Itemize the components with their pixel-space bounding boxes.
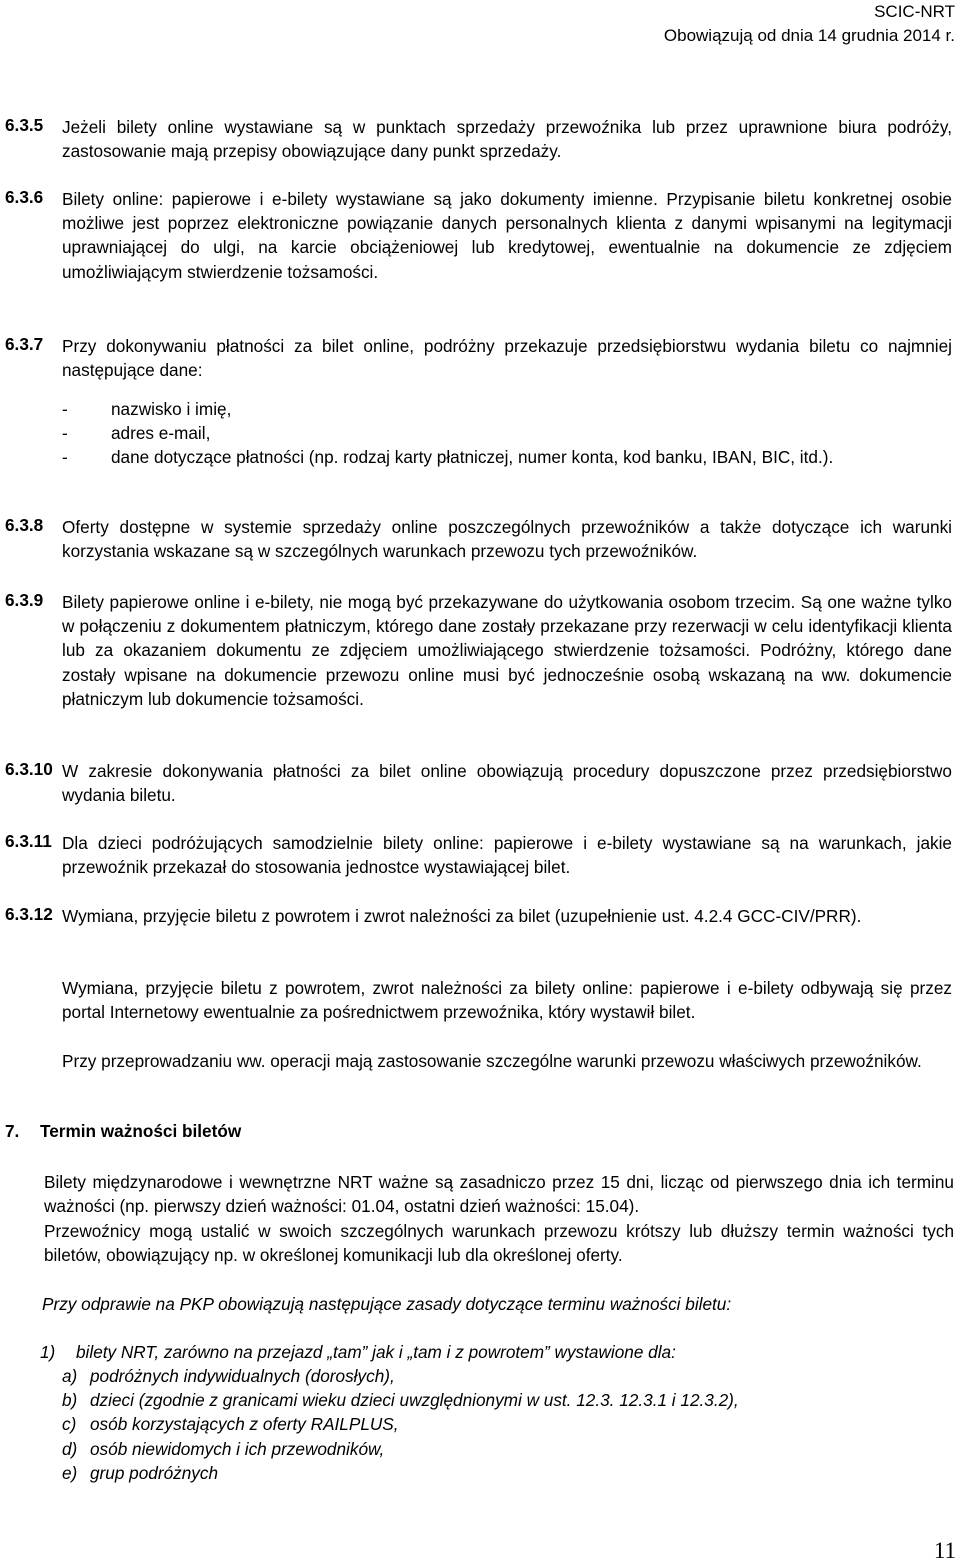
- list-item: - adres e-mail,: [62, 423, 211, 444]
- section-6-3-12-paragraph: Wymiana, przyjęcie biletu z powrotem, zwrot należności za bilety online: papierowe i e-bilety odbywają się przez portal Internetowy ewentualnie za pośrednictwem przewoźnika, który wystawił bilet.: [62, 978, 952, 1023]
- list-item: c) osób korzystających z oferty RAILPLUS,: [62, 1414, 399, 1435]
- list-item: - dane dotyczące płatności (np. rodzaj karty płatniczej, numer konta, kod banku, IBAN, BIC, itd.).: [62, 447, 834, 468]
- list-item: b) dzieci (zgodnie z granicami wieku dzieci uwzględnionymi w ust. 12.3. 12.3.1 i 12.3.2),: [62, 1390, 739, 1411]
- validity-paragraph: Bilety międzynarodowe i wewnętrzne NRT ważne są zasadniczo przez 15 dni, licząc od pierwszego dnia ich terminu ważności (np. pierwszy dzień ważności: 01.04, ostatni dzień ważności: 15.04).: [44, 1172, 954, 1217]
- section-6-3-9-text: Bilety papierowe online i e-bilety, nie mogą być przekazywane do użytkowania osobom trzecim. Są one ważne tylko w połączeniu z dokumentem płatniczym, którego dane zostały przekazane przy rezerwacji w celu identyfikacji klienta lub za okazaniem dokumentu ze zdjęciem umożliwiającego stwierdzenie tożsamości. Podróżny, którego dane zostały wpisane na dokumencie przewozu online musi być jednocześnie osobą wskazaną na ww. dokumencie płatniczym lub dokumencie tożsamości.: [62, 592, 952, 709]
- chapter-title: Termin ważności biletów: [40, 1121, 242, 1141]
- section-6-3-12-text: Wymiana, przyjęcie biletu z powrotem i zwrot należności za bilet (uzupełnienie ust. 4.2.4 GCC-CIV/PRR).: [62, 906, 862, 926]
- section-6-3-7-text: Przy dokonywaniu płatności za bilet online, podróżny przekazuje przedsiębiorstwu wydania biletu co najmniej następujące dane:: [62, 336, 952, 381]
- page-header: [664, 0, 955, 48]
- list-item-text: bilety NRT, zarówno na przejazd „tam” jak i „tam i z powrotem” wystawione dla:: [76, 1342, 676, 1362]
- section-number-6-3-10: 6.3.10: [5, 759, 53, 779]
- list-item: - nazwisko i imię,: [62, 399, 232, 419]
- section-number-6-3-6: 6.3.6: [5, 187, 44, 207]
- chapter-number: 7.: [5, 1121, 20, 1141]
- list-item: d) osób niewidomych i ich przewodników,: [62, 1438, 385, 1459]
- section-6-3-5-text: Jeżeli bilety online wystawiane są w punktach sprzedaży przewoźnika lub przez uprawnione biura podróży, zastosowanie mają przepisy obowiązujące dany punkt sprzedaży.: [62, 117, 952, 162]
- header-date: Obowiązują od dnia 14 grudnia 2014 r.: [663, 26, 955, 45]
- sub-list: [62, 1364, 942, 1485]
- section-6-3-10-text: W zakresie dokonywania płatności za bilet online obowiązują procedury dopuszczone przez przedsiębiorstwo wydania biletu.: [62, 761, 952, 806]
- section-number-6-3-7: 6.3.7: [5, 334, 44, 354]
- page-number: 11: [933, 1538, 956, 1563]
- section-6-3-12-paragraph: Przy przeprowadzaniu ww. operacji mają zastosowanie szczególne warunki przewozu właściwych przewoźników.: [62, 1051, 922, 1071]
- list-item: e) grup podróżnych: [62, 1462, 219, 1483]
- validity-paragraph: Przewoźnicy mogą ustalić w swoich szczególnych warunkach przewozu krótszy lub dłuższy termin ważności tych biletów, obowiązujący np. w określonej komunikacji lub dla określonej oferty.: [44, 1221, 954, 1266]
- header-code: SCIC-NRT: [874, 2, 955, 21]
- section-number-6-3-9: 6.3.9: [5, 590, 44, 610]
- section-6-3-11-text: Dla dzieci podróżujących samodzielnie bilety online: papierowe i e-bilety wystawiane są na warunkach, jakie przewoźnik przekazał do stosowania jednostce wystawiającej bilet.: [62, 833, 952, 878]
- list-item: a) podróżnych indywidualnych (dorosłych),: [62, 1366, 395, 1386]
- pkp-intro: Przy odprawie na PKP obowiązują następujące zasady dotyczące terminu ważności biletu:: [42, 1294, 732, 1314]
- required-data-list: [62, 397, 952, 470]
- section-number-6-3-12: 6.3.12: [5, 904, 53, 924]
- section-number-6-3-5: 6.3.5: [5, 115, 44, 135]
- section-6-3-8-text: Oferty dostępne w systemie sprzedaży online poszczególnych przewoźników a także dotyczące ich warunki korzystania wskazane są w szczególnych warunkach przewozu tych przewoźników.: [62, 517, 952, 562]
- section-number-6-3-11: 6.3.11: [5, 831, 52, 851]
- section-6-3-6-text: Bilety online: papierowe i e-bilety wystawiane są jako dokumenty imienne. Przypisanie biletu konkretnej osobie możliwe jest poprzez elektroniczne powiązanie danych personalnych klienta z danymi wpisanymi na legitymacji uprawniającej do ulgi, na karcie obciążeniowej lub kredytowej, ewentualnie na dokumencie ze zdjęciem umożliwiającym stwierdzenie tożsamości.: [62, 189, 952, 282]
- section-number-6-3-8: 6.3.8: [5, 515, 44, 535]
- list-number: 1): [40, 1342, 56, 1362]
